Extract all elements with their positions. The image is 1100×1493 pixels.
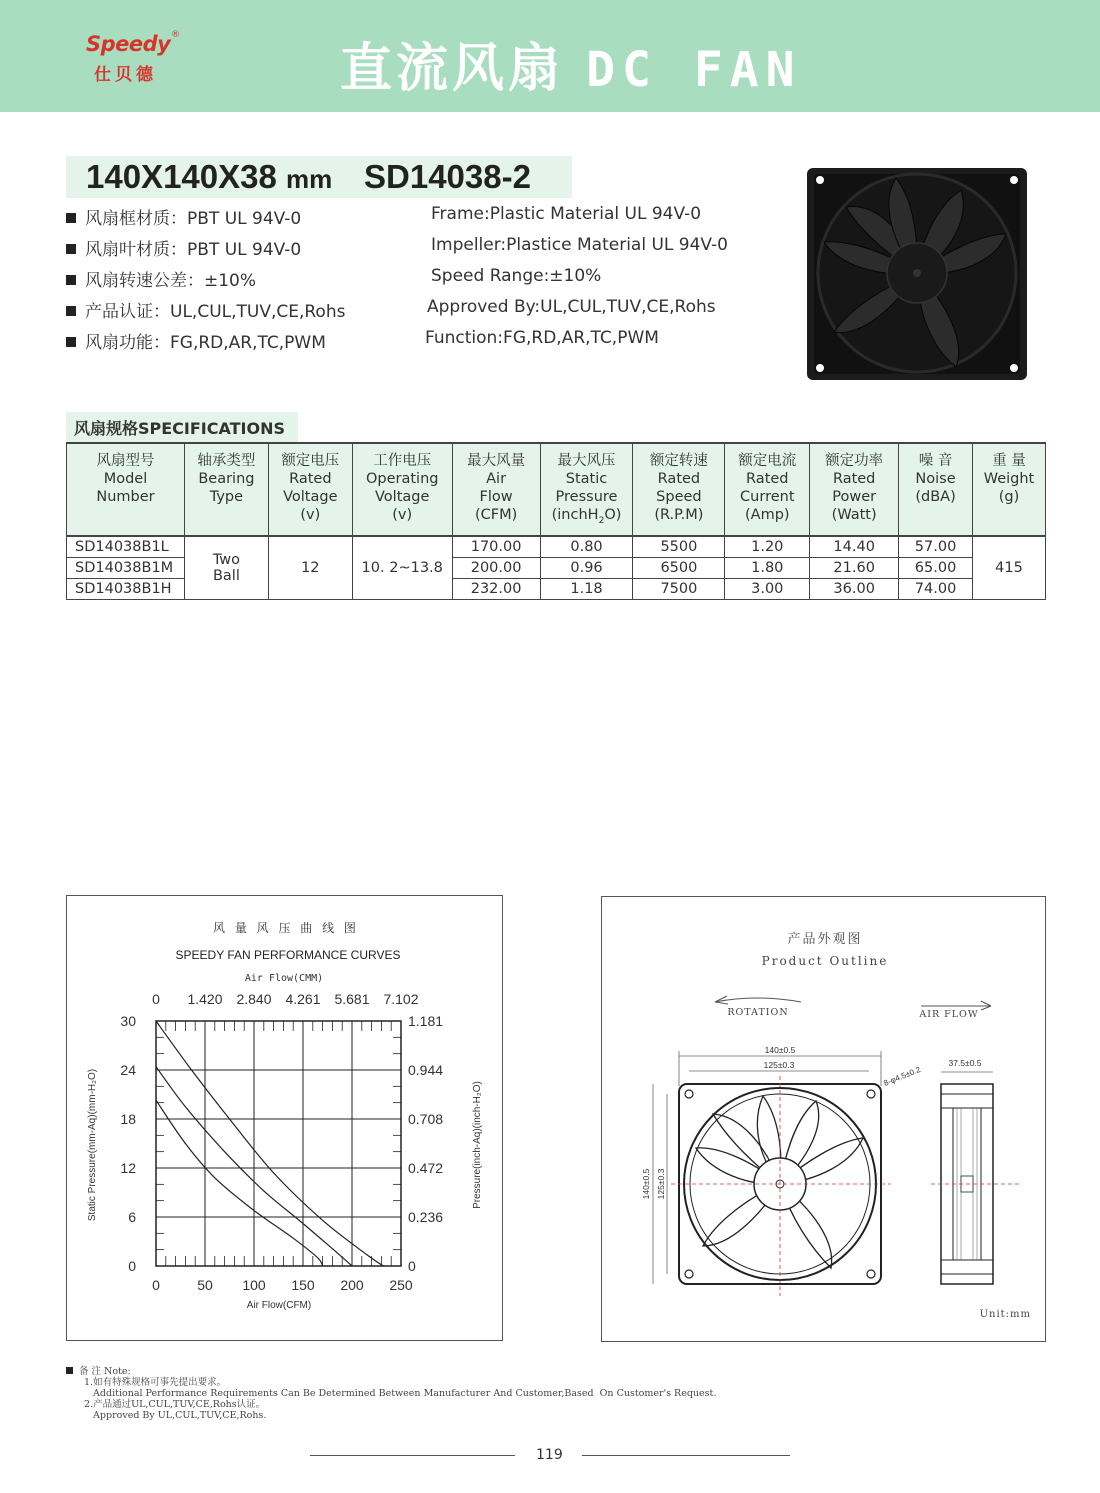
cell-speed: 7500 — [633, 578, 725, 599]
note-line: Approved By UL,CUL,TUV,CE,Rohs. — [84, 1410, 267, 1421]
feature-approval-en: Approved By:UL,CUL,TUV,CE,Rohs — [427, 297, 716, 317]
page-title — [340, 26, 802, 101]
rotation-label: ROTATION — [727, 1007, 789, 1018]
y-tick-label: 0 — [128, 1258, 136, 1274]
feature-speed-cn: 风扇转速公差：±10% — [66, 266, 256, 292]
y-right-tick-label: 0.944 — [408, 1062, 444, 1078]
top-tick-label: 7.102 — [383, 991, 419, 1007]
col-rated-voltage: 额定电压 Rated Voltage (v) — [268, 443, 352, 536]
cell-noise: 57.00 — [899, 536, 973, 557]
chart-subtitle: SPEEDY FAN PERFORMANCE CURVES — [175, 948, 401, 962]
cell-pressure: 0.96 — [540, 557, 633, 578]
cell-model: SD14038B1L — [67, 536, 185, 557]
cell-rated-voltage: 12 — [268, 536, 352, 599]
table-row — [67, 536, 1046, 557]
cell-power: 21.60 — [810, 557, 899, 578]
dim-outer-width: 140±0.5 — [764, 1045, 796, 1055]
chart-ylabel-right: Pressure(inch-Aq)(inch-H₂O) — [472, 1081, 483, 1209]
x-tick-label: 250 — [389, 1277, 413, 1293]
bullet-icon — [66, 244, 76, 254]
performance-chart — [66, 895, 503, 1341]
model-size-value: 140X140X38 — [86, 158, 277, 195]
note-line: 2.产品通过UL,CUL,TUV,CE,Rohs认证。 — [84, 1399, 266, 1410]
x-tick-label: 150 — [291, 1277, 315, 1293]
cell-bearing: Two Ball — [184, 536, 268, 599]
y-tick-label: 12 — [120, 1160, 136, 1176]
outline-title-cn: 产品外观图 — [787, 932, 863, 947]
col-air-flow: 最大风量 Air Flow (CFM) — [452, 443, 540, 536]
footer-rule-left — [310, 1455, 515, 1456]
note-line: 1.如有特殊规格可事先提出要求。 — [84, 1377, 227, 1388]
cell-speed: 5500 — [633, 536, 725, 557]
dim-depth: 37.5±0.5 — [948, 1058, 982, 1068]
table-header-row — [67, 443, 1046, 536]
y-right-tick-label: 0.236 — [408, 1209, 444, 1225]
cell-current: 3.00 — [725, 578, 810, 599]
y-tick-label: 18 — [120, 1111, 136, 1127]
bullet-icon — [66, 337, 76, 347]
top-tick-label: 2.840 — [236, 991, 272, 1007]
col-operating-voltage: 工作电压 Operating Voltage (v) — [352, 443, 452, 536]
bullet-icon — [66, 1367, 73, 1374]
spec-table — [66, 442, 1046, 600]
top-tick-label: 1.420 — [187, 991, 223, 1007]
page-number: 119 — [536, 1447, 563, 1463]
model-size — [86, 158, 332, 196]
chart-ylabel: Static Pressure(mm-Aq)(mm-H₂O) — [87, 1068, 98, 1222]
dim-hole-height: 125±0.3 — [656, 1168, 666, 1200]
cell-noise: 74.00 — [899, 578, 973, 599]
cell-noise: 65.00 — [899, 557, 973, 578]
col-rated-speed: 额定转速 Rated Speed (R.P.M) — [633, 443, 725, 536]
y-tick-label: 6 — [128, 1209, 136, 1225]
spec-tab-label: 风扇规格SPECIFICATIONS — [74, 419, 286, 438]
model-code: SD14038-2 — [364, 158, 531, 195]
top-tick-label: 4.261 — [285, 991, 321, 1007]
col-noise: 噪 音 Noise (dBA) — [899, 443, 973, 536]
col-model: 风扇型号 Model Number — [67, 443, 185, 536]
chart-title: 风 量 风 压 曲 线 图 — [213, 921, 359, 935]
bullet-icon — [66, 275, 76, 285]
plot-frame — [156, 1021, 401, 1266]
notes — [66, 1366, 716, 1421]
x-tick-label: 50 — [197, 1277, 213, 1293]
cell-weight: 415 — [972, 536, 1045, 599]
airflow-label: AIR FLOW — [919, 1009, 979, 1020]
col-weight: 重 量 Weight (g) — [972, 443, 1045, 536]
cell-power: 14.40 — [810, 536, 899, 557]
x-tick-label: 0 — [152, 1277, 160, 1293]
col-static-pressure: 最大风压 Static Pressure (inchH$_2$O) — [540, 443, 633, 536]
y-tick-label: 24 — [120, 1062, 136, 1078]
cell-current: 1.80 — [725, 557, 810, 578]
brand-cn-name: 仕贝德 — [94, 65, 157, 85]
performance-curve — [156, 1100, 323, 1266]
cell-pressure: 1.18 — [540, 578, 633, 599]
performance-curve — [156, 1021, 383, 1266]
model-size-unit: mm — [286, 164, 333, 194]
feature-function-en: Function:FG,RD,AR,TC,PWM — [425, 328, 659, 348]
feature-frame-en: Frame:Plastic Material UL 94V-0 — [431, 204, 702, 224]
x-tick-label: 200 — [340, 1277, 364, 1293]
feature-function-cn: 风扇功能：FG,RD,AR,TC,PWM — [66, 328, 326, 354]
title-en: DC FAN — [586, 42, 802, 98]
unit-label: Unit:mm — [979, 1309, 1031, 1320]
dim-hole-width: 125±0.3 — [763, 1060, 795, 1070]
cell-current: 1.20 — [725, 536, 810, 557]
col-rated-power: 额定功率 Rated Power (Watt) — [810, 443, 899, 536]
y-right-tick-label: 1.181 — [408, 1013, 444, 1029]
registered-mark: ® — [171, 30, 180, 40]
title-cn: 直流风扇 — [340, 39, 565, 99]
brand-name: Speedy — [86, 32, 171, 56]
feature-impeller-en: Impeller:Plastice Material UL 94V-0 — [431, 235, 728, 255]
chart-top-axis-label: Air Flow(CMM) — [244, 973, 324, 984]
y-right-tick-label: 0.472 — [408, 1160, 444, 1176]
cell-operating-voltage: 10. 2~13.8 — [352, 536, 452, 599]
footer-rule-right — [582, 1455, 790, 1456]
feature-impeller-cn: 风扇叶材质：PBT UL 94V-0 — [66, 235, 301, 261]
x-tick-label: 100 — [242, 1277, 266, 1293]
cell-speed: 6500 — [633, 557, 725, 578]
feature-frame-cn: 风扇框材质：PBT UL 94V-0 — [66, 204, 301, 230]
fan-photo — [806, 162, 1028, 384]
y-right-tick-label: 0.708 — [408, 1111, 444, 1127]
outline-drawing — [601, 896, 1046, 1342]
dim-outer-height: 140±0.5 — [641, 1168, 651, 1200]
cell-power: 36.00 — [810, 578, 899, 599]
top-tick-label: 0 — [152, 991, 160, 1007]
cell-model: SD14038B1H — [67, 578, 185, 599]
col-bearing: 轴承类型 Bearing Type — [184, 443, 268, 536]
note-line: Additional Performance Requirements Can Be Determined Between Manufacturer And Customer,Based On Customer's Request. — [84, 1388, 717, 1399]
y-tick-label: 30 — [120, 1013, 136, 1029]
y-right-tick-label: 0 — [408, 1258, 416, 1274]
brand-logo — [84, 30, 194, 86]
cell-pressure: 0.80 — [540, 536, 633, 557]
feature-approval-cn: 产品认证：UL,CUL,TUV,CE,Rohs — [66, 297, 345, 323]
cell-airflow: 200.00 — [452, 557, 540, 578]
feature-speed-en: Speed Range:±10% — [431, 266, 602, 286]
chart-xlabel: Air Flow(CFM) — [246, 1300, 312, 1311]
outline-title-en: Product Outline — [761, 954, 889, 968]
cell-model: SD14038B1M — [67, 557, 185, 578]
col-rated-current: 额定电流 Rated Current (Amp) — [725, 443, 810, 536]
dim-hole-diameter: 8-φ4.5±0.2 — [882, 1064, 922, 1088]
top-tick-label: 5.681 — [334, 991, 370, 1007]
bullet-icon — [66, 306, 76, 316]
cell-airflow: 232.00 — [452, 578, 540, 599]
cell-airflow: 170.00 — [452, 536, 540, 557]
bullet-icon — [66, 213, 76, 223]
notes-header: 备 注 Note: — [66, 1366, 716, 1377]
